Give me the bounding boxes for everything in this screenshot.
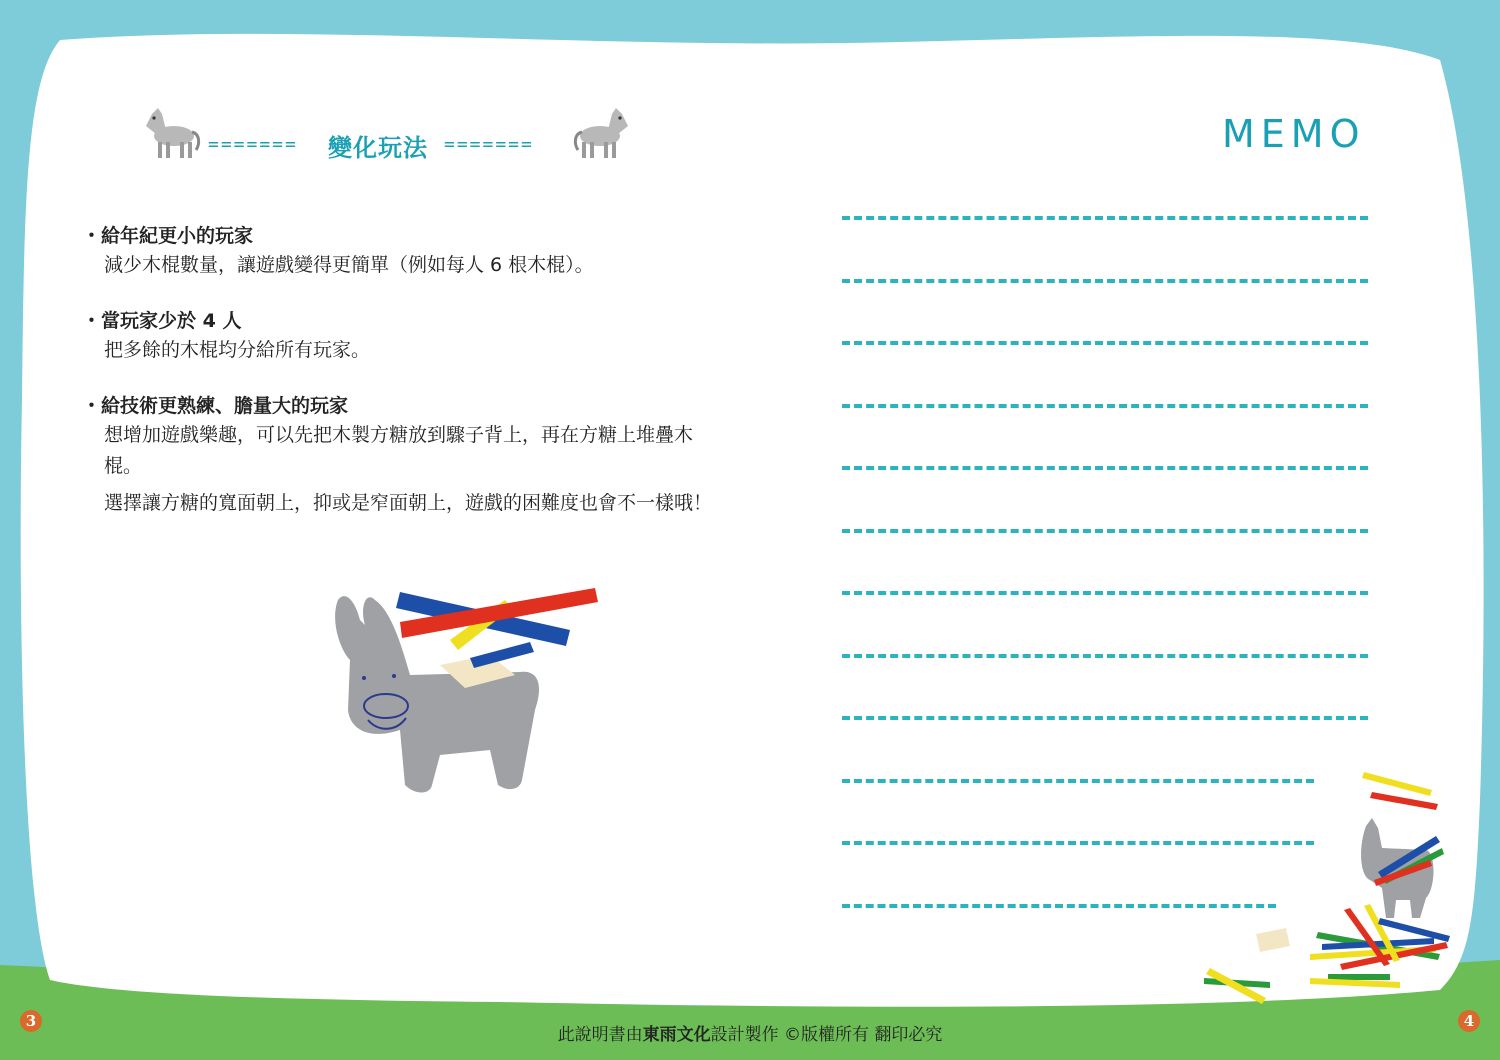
copyright-footer [0,1020,1500,1045]
page-number-right: 4 [1458,1010,1480,1032]
memo-line [842,404,1368,412]
variant-rules [82,222,722,545]
rule-body [82,335,722,366]
rule-body [82,250,722,281]
sticks-pile-illustration [1200,768,1462,1016]
memo-line [842,466,1368,474]
rule-section [82,222,722,281]
rule-paragraph: 選擇讓方糖的寬面朝上，抑或是窄面朝上，遊戲的困難度也會不一樣哦！ [104,492,713,514]
title-banner [138,104,658,168]
donkey-with-sticks-illustration [330,580,610,805]
memo-line [842,654,1368,662]
title-dashes-left: ======= [208,134,298,155]
horse-icon [138,104,204,162]
rule-heading: ・當玩家少於 4 人 [82,310,242,332]
rule-paragraph: 把多餘的木棍均分給所有玩家。 [104,339,371,361]
footer-suffix: 設計製作 ©版權所有 翻印必究 [710,1025,943,1045]
rule-body [82,420,722,519]
footer-brand: 東雨文化 [642,1025,711,1045]
memo-title: MEMO [1222,112,1366,156]
rule-heading: ・給年紀更小的玩家 [82,225,254,247]
memo-line [842,591,1368,599]
memo-line [842,529,1368,537]
horse-icon [570,104,636,162]
rule-paragraph: 減少木棍數量，讓遊戲變得更簡單（例如每人 6 根木棍）。 [104,254,594,276]
footer-prefix: 此說明書由 [557,1025,643,1045]
memo-line [842,341,1368,349]
rule-section [82,392,722,519]
memo-line [842,716,1368,724]
page-number-left: 3 [20,1010,42,1032]
rule-heading: ・給技術更熟練、膽量大的玩家 [82,395,349,417]
title-dashes-right: ======= [444,134,534,155]
rule-section [82,307,722,366]
memo-line [842,216,1368,224]
rule-paragraph: 想增加遊戲樂趣，可以先把木製方糖放到驟子背上，再在方糖上堆疊木棍。 [104,424,694,477]
memo-line [842,279,1368,287]
page-title: 變化玩法 [328,134,428,162]
